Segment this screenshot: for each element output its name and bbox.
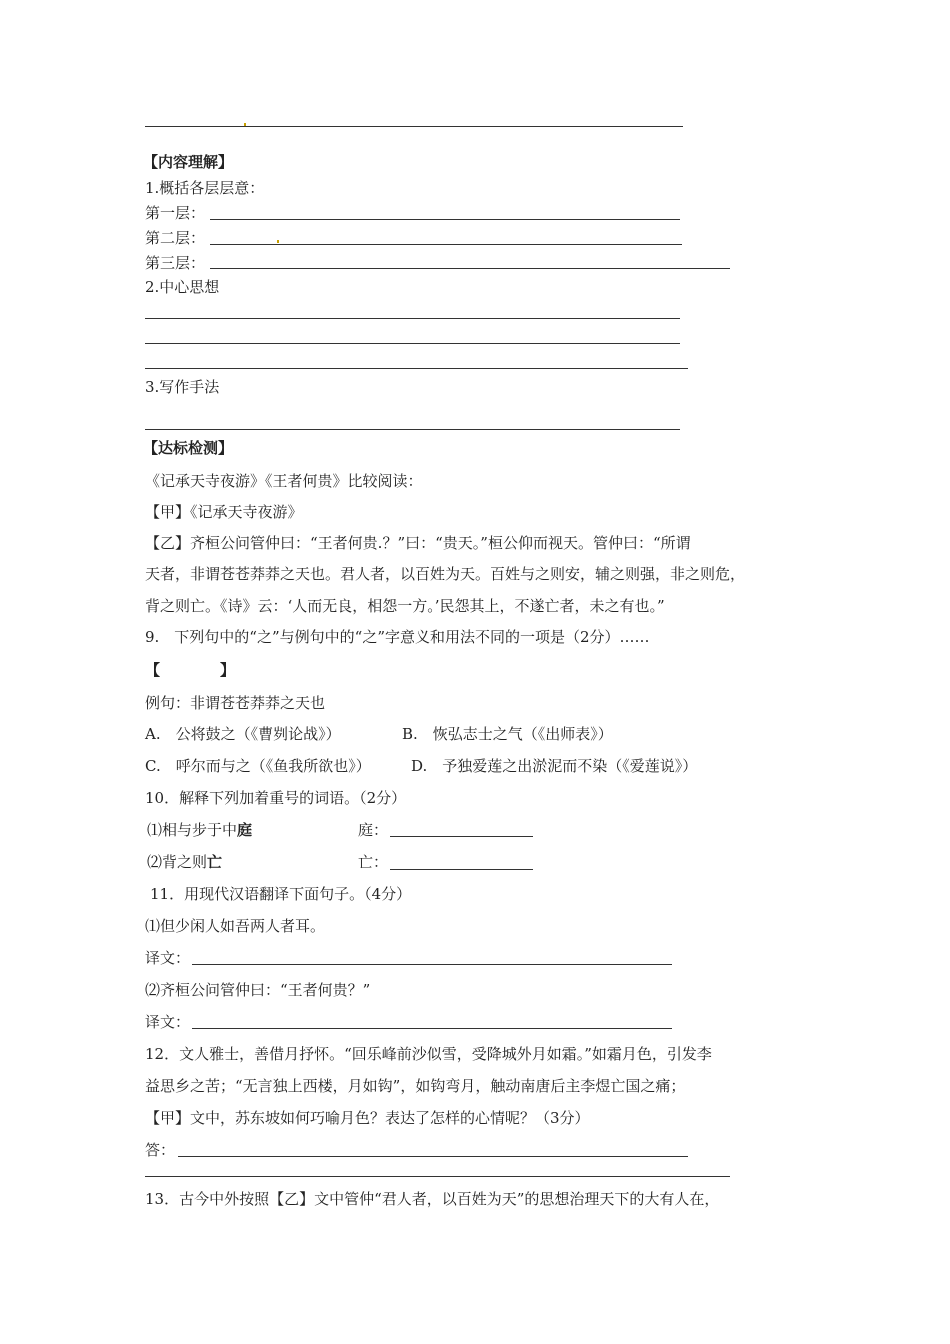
question-12-answer-line-2[interactable] (145, 1176, 730, 1177)
question-3: 3.写作手法 (145, 378, 220, 396)
section-heading-test: 【达标检测】 (143, 439, 234, 457)
question-12-line-3: 【甲】文中，苏东坡如何巧喻月色？表达了怎样的心情呢？（3分） (145, 1109, 590, 1127)
question-10-item-1-text: ⑴相与步于中 (147, 821, 238, 839)
text-yi-line-2: 天者，非谓苍苍莽莽之天也。君人者，以百姓为天。百姓与之则安，辅之则强，非之则危， (145, 565, 746, 583)
layer-3-label: 第三层： (145, 254, 206, 272)
translation-1-label: 译文： (145, 949, 191, 967)
layer-2-label: 第二层： (145, 229, 206, 247)
mark-dot (244, 123, 246, 126)
question-10-item-1-answer-line[interactable] (390, 836, 533, 837)
translation-2-label: 译文： (145, 1013, 191, 1031)
comparison-intro: 《记承天寺夜游》《王者何贵》比较阅读： (145, 472, 423, 490)
answer-label: 答： (145, 1141, 176, 1159)
answer-line[interactable] (145, 126, 683, 127)
question-12-line-1: 12．文人雅士，善借月抒怀。“回乐峰前沙似雪，受降城外月如霜。”如霜月色，引发李 (145, 1045, 712, 1063)
question-9-example: 例句：非谓苍苍莽莽之天也 (145, 694, 326, 712)
question-11-sentence-2: ⑵齐桓公问管仲曰：“王者何贵？” (145, 981, 371, 999)
layer-1-label: 第一层： (145, 204, 206, 222)
question-10-item-2-label: 亡： (358, 853, 389, 871)
central-idea-line-3[interactable] (145, 368, 688, 369)
text-yi-line-1: 【乙】齐桓公问管仲曰：“王者何贵.？”曰：“贵天。”桓公仰而视天。管仲曰：“所谓 (145, 534, 691, 552)
layer-3-answer-line[interactable] (210, 268, 730, 269)
question-10-item-1 (147, 820, 252, 840)
question-12-line-2: 益思乡之苦；“无言独上西楼，月如钩”，如钩弯月，触动南唐后主李煜亡国之痛； (145, 1077, 686, 1095)
emphasized-word: 庭 (237, 821, 253, 839)
mark-dot (277, 240, 279, 243)
layer-1-answer-line[interactable] (210, 219, 680, 220)
section-heading-content: 【内容理解】 (143, 153, 234, 171)
emphasized-word: 亡 (207, 853, 223, 871)
question-10-item-2 (147, 852, 222, 872)
option-a: A. 公将鼓之（《曹刿论战》） (145, 725, 341, 743)
question-2: 2.中心思想 (145, 278, 220, 296)
question-13: 13．古今中外按照【乙】文中管仲“君人者，以百姓为天”的思想治理天下的大有人在， (145, 1190, 720, 1208)
question-12-answer-line-1[interactable] (178, 1156, 688, 1157)
writing-technique-line[interactable] (145, 429, 680, 430)
question-1: 1.概括各层层意： (145, 179, 265, 197)
text-jia-title: 【甲】《记承天寺夜游》 (145, 503, 303, 521)
translation-1-answer-line[interactable] (192, 964, 672, 965)
question-10-item-2-answer-line[interactable] (390, 869, 533, 870)
question-10: 10．解释下列加着重号的词语。（2分） (145, 789, 407, 807)
question-10-item-1-label: 庭： (358, 821, 389, 839)
answer-bracket[interactable]: 【 】 (145, 661, 236, 679)
central-idea-line-1[interactable] (145, 318, 680, 319)
question-11: 11．用现代汉语翻译下面句子。（4分） (150, 885, 412, 903)
option-c: C. 呼尔而与之（《鱼我所欲也》） (145, 757, 371, 775)
central-idea-line-2[interactable] (145, 343, 680, 344)
text-yi-line-3: 背之则亡。《诗》云：‘人而无良，相怨一方。’民怨其上，不遂亡者，未之有也。” (145, 597, 665, 615)
question-10-item-2-text: ⑵背之则 (147, 853, 208, 871)
option-b: B. 恢弘志士之气（《出师表》） (402, 725, 613, 743)
question-11-sentence-1: ⑴但少闲人如吾两人者耳。 (145, 917, 326, 935)
question-9: 9. 下列句中的“之”与例句中的“之”字意义和用法不同的一项是（2分）…… (145, 628, 650, 646)
option-d: D. 予独爱莲之出淤泥而不染（《爱莲说》） (411, 757, 698, 775)
translation-2-answer-line[interactable] (192, 1028, 672, 1029)
layer-2-answer-line[interactable] (210, 244, 682, 245)
